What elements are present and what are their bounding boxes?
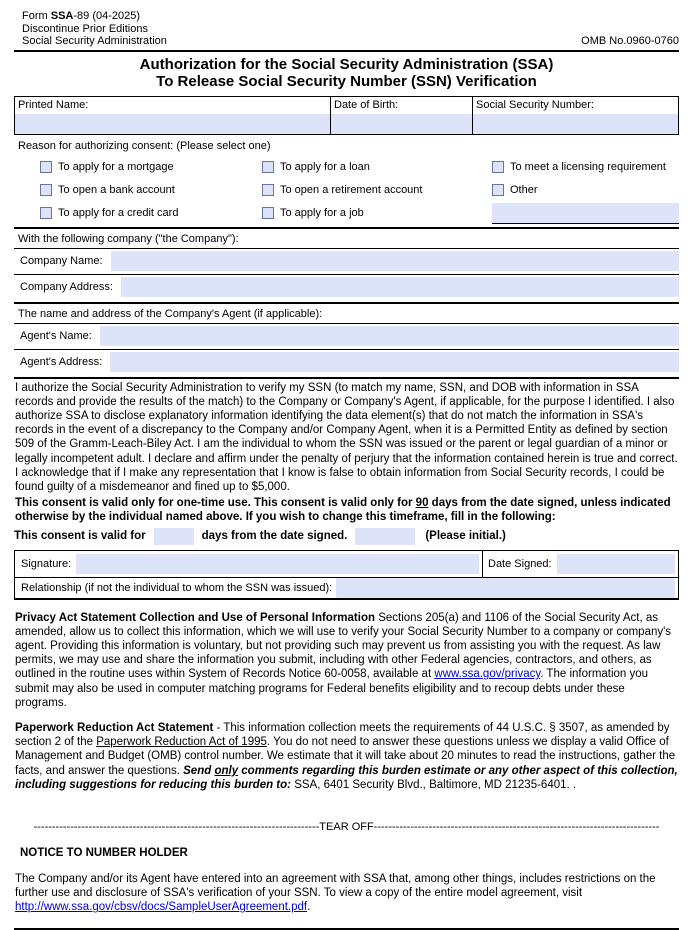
checkbox-row-bank-account	[40, 179, 262, 202]
date-signed-label: Date Signed:	[488, 557, 552, 570]
mortgage-checkbox[interactable]	[40, 161, 52, 173]
paperwork-body-1: - This information collection meets the requirements of 44 U.S.C. § 3507, as amended by section 2 of the	[15, 721, 670, 749]
date-signed-input[interactable]	[557, 554, 675, 574]
sample-user-agreement-link[interactable]: http://www.ssa.gov/cbsv/docs/SampleUserAgreement.pdf	[15, 901, 308, 914]
notice-paragraph	[14, 870, 679, 915]
company-name-row	[14, 249, 679, 274]
consent-terms-paragraph	[14, 494, 679, 524]
header-divider	[14, 50, 679, 52]
agent-name-label: Agent's Name:	[20, 330, 92, 342]
relationship-label: Relationship (if not the individual to whom the SSN was issued):	[21, 581, 333, 594]
ssn-input[interactable]	[473, 114, 678, 134]
agent-section-header: The name and address of the Company's Agent (if applicable):	[18, 307, 323, 320]
retirement-label: To open a retirement account	[280, 184, 423, 196]
checkbox-row-job	[262, 202, 492, 225]
printed-name-label: Printed Name:	[18, 98, 89, 111]
reason-section-label: Reason for authorizing consent: (Please select one)	[18, 139, 271, 152]
checkbox-row-licensing	[492, 156, 679, 179]
form-number-suffix: -89 (04-2025)	[73, 10, 141, 22]
form-title-line1: Authorization for the Social Security Administration (SSA)	[139, 55, 554, 73]
form-number-bold: SSA	[50, 10, 74, 22]
company-name-label: Company Name:	[20, 255, 103, 267]
consent-valid-for-label: This consent is valid for	[14, 530, 146, 543]
company-address-label: Company Address:	[20, 281, 113, 293]
consent-text-post: days from the date signed, unless indicated otherwise by the individual named above. If you wish to change this timeframe, fill in the following:	[15, 497, 671, 524]
printed-name-cell	[15, 97, 331, 134]
signature-label: Signature:	[21, 557, 72, 570]
agent-address-row	[14, 350, 679, 375]
date-signed-cell	[483, 551, 678, 577]
paperwork-body-2: . You do not need to answer these questions unless we display a valid Office of Management and Budget (OMB) control number. We estimate that it will take about 20 minutes to read the instructions, gather the facts, and answer the questions.	[15, 736, 676, 777]
form-number-line	[22, 10, 679, 23]
consent-fill-in-row	[14, 526, 679, 547]
omb-number: OMB No.0960-0760	[581, 35, 679, 47]
bank-account-label: To open a bank account	[58, 184, 175, 196]
licensing-checkbox[interactable]	[492, 161, 504, 173]
consent-initial-input[interactable]	[355, 528, 415, 545]
credit-card-label: To apply for a credit card	[58, 207, 179, 219]
notice-body: The Company and/or its Agent have entered into an agreement with SSA that, among other things, includes restrictions on the further use and disclosure of SSA's verification of your SSN. To view a copy of the entire model agreement, visit	[15, 872, 656, 900]
identity-table	[14, 96, 679, 135]
agent-name-input[interactable]	[100, 326, 679, 346]
mortgage-label: To apply for a mortgage	[58, 161, 174, 173]
checkbox-row-retirement	[262, 179, 492, 202]
retirement-checkbox[interactable]	[262, 184, 274, 196]
other-reason-input[interactable]	[492, 203, 679, 224]
authorization-paragraph: I authorize the Social Security Administration to verify my SSN (to match my name, SSN, and DOB with information in SSA records and provide the results of the match) to the Company or Company's Agent, if applicable, for the purpose I identified. I also authorize SSA to disclose explanatory information identifying the data element(s) that do not match the information in SSA's records in the event of a discrepancy to the Company and/or Company Agent, when it is a Permitted Entity as defined by section 509 of the Gramm-Leach-Biley Act. I am the individual to whom the SSN was issued or the parent or legal guardian of a minor or legally incompetent adult. I declare and affirm under the penalty of perjury that the information contained herein is true and correct. I acknowledge that if I make any representation that I know is false to obtain information from Social Security records, I could be found guilty of a misdemeanor and fined up to $5,000.	[15, 381, 678, 493]
signature-cell	[15, 551, 483, 577]
notice-period: .	[307, 901, 311, 914]
company-address-input[interactable]	[121, 277, 679, 297]
relationship-input[interactable]	[336, 578, 675, 598]
bank-account-checkbox[interactable]	[40, 184, 52, 196]
paperwork-send-pre: Send	[183, 764, 215, 777]
privacy-act-statement	[14, 609, 679, 710]
notice-heading: NOTICE TO NUMBER HOLDER	[20, 846, 188, 859]
checkbox-row-mortgage	[40, 156, 262, 179]
licensing-label: To meet a licensing requirement	[510, 161, 666, 173]
consent-default-days: 90	[415, 497, 429, 510]
paperwork-address: SSA, 6401 Security Blvd., Baltimore, MD 21235-6401. .	[291, 778, 577, 791]
form-number-prefix: Form	[22, 10, 51, 22]
loan-label: To apply for a loan	[280, 161, 370, 173]
ssn-label: Social Security Number:	[476, 98, 594, 111]
consent-days-input[interactable]	[154, 528, 194, 545]
bottom-divider	[14, 928, 679, 930]
signature-block	[14, 550, 679, 577]
paperwork-reduction-statement	[14, 719, 679, 792]
agency-line: Social Security Administration	[22, 35, 167, 47]
consent-initial-label: (Please initial.)	[425, 530, 506, 543]
discontinue-line: Discontinue Prior Editions	[22, 22, 148, 35]
company-section-header: With the following company ("the Company"):	[18, 232, 239, 245]
paperwork-only-word: only	[214, 764, 239, 777]
agent-address-input[interactable]	[110, 352, 679, 372]
date-of-birth-cell	[331, 97, 473, 134]
paperwork-send-post: comments regarding this burden estimate or any other aspect of this collection, including suggestions for reducing this burden to:	[15, 764, 678, 791]
consent-text-pre: This consent is valid only for one-time use. This consent is valid only for	[15, 497, 416, 510]
ssa-privacy-link[interactable]: www.ssa.gov/privacy	[434, 668, 541, 681]
date-of-birth-input[interactable]	[331, 114, 472, 134]
other-checkbox[interactable]	[492, 184, 504, 196]
company-address-row	[14, 275, 679, 300]
checkbox-row-loan	[262, 156, 492, 179]
company-name-input[interactable]	[111, 251, 679, 271]
form-header	[14, 10, 679, 48]
checkbox-row-other	[492, 179, 679, 202]
privacy-body-2: . The information you submit may also be used in computer matching programs for Federal benefits eligibility and to recoup debts under these programs.	[15, 668, 649, 709]
agent-name-row	[14, 324, 679, 349]
job-checkbox[interactable]	[262, 207, 274, 219]
privacy-heading: Privacy Act Statement Collection and Use of Personal Information	[15, 611, 375, 624]
agent-address-label: Agent's Address:	[20, 356, 103, 368]
paperwork-heading: Paperwork Reduction Act Statement	[15, 721, 214, 734]
date-of-birth-label: Date of Birth:	[334, 98, 399, 111]
paperwork-act-underlined: Paperwork Reduction Act of 1995	[96, 736, 267, 749]
checkbox-row-credit-card	[40, 202, 262, 225]
printed-name-input[interactable]	[15, 114, 330, 134]
loan-checkbox[interactable]	[262, 161, 274, 173]
form-title-line2: To Release Social Security Number (SSN) Verification	[156, 73, 537, 90]
job-label: To apply for a job	[280, 207, 364, 219]
other-reason-cell	[492, 202, 679, 225]
privacy-body-1: Sections 205(a) and 1106 of the Social Security Act, as amended, allow us to collect this information, which we will use to verify your Social Security Number to a company or company's agent. Providing this information is voluntary, but not providing such may prevent us from assisting you with the request. As law permits, we may use and share the information you submit, including with other Federal agencies, contractors, and others, as outlined in the routine uses within System of Records Notice 60-0058, available at	[15, 611, 672, 681]
other-label: Other	[510, 184, 538, 196]
consent-days-label: days from the date signed.	[201, 530, 348, 543]
credit-card-checkbox[interactable]	[40, 207, 52, 219]
form-title	[14, 56, 679, 91]
signature-input[interactable]	[76, 554, 479, 574]
ssn-cell	[473, 97, 678, 134]
relationship-row	[14, 577, 679, 600]
reason-checkbox-grid	[14, 156, 679, 225]
tear-off-line: ------------------------------------------------------------------------------TEAR OFF------------------------------------------------------------------------------	[33, 820, 660, 833]
